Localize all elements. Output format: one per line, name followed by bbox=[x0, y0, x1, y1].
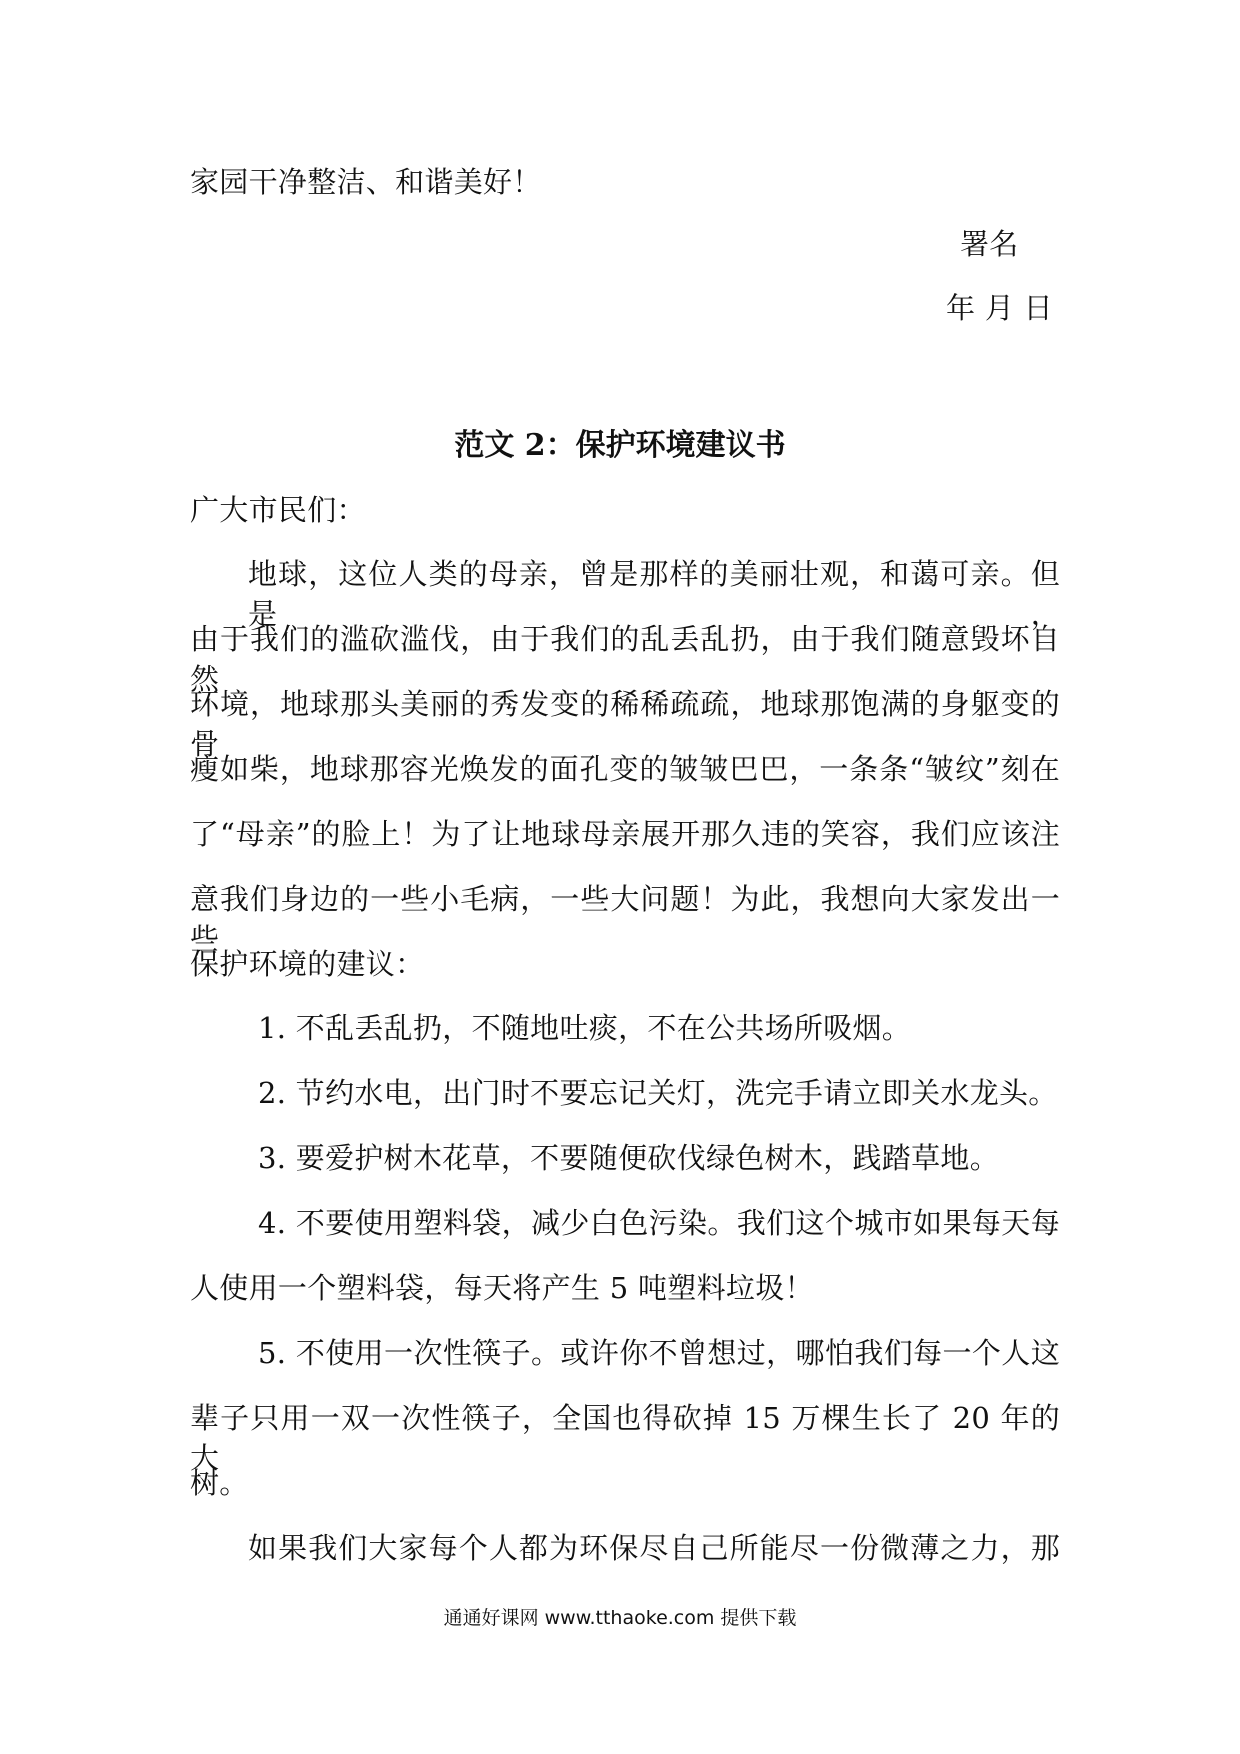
intro-line: 保护环境的建议： bbox=[190, 947, 425, 981]
suggestion-item-4: 4. 不要使用塑料袋，减少白色污染。我们这个城市如果每天每 bbox=[258, 1206, 1060, 1240]
footer-text: 通通好课网 www.tthaoke.com 提供下载 bbox=[443, 1607, 797, 1629]
document-title: 范文 2：保护环境建议书 bbox=[454, 428, 786, 463]
closing-line: 如果我们大家每个人都为环保尽自己所能尽一份微薄之力，那 bbox=[248, 1531, 1060, 1565]
suggestion-item-2: 2. 节约水电，出门时不要忘记关灯，洗完手请立即关水龙头。 bbox=[258, 1076, 1058, 1110]
suggestion-item-5-continued: 辈子只用一双一次性筷子，全国也得砍掉 15 万棵生长了 20 年的大 bbox=[190, 1401, 1060, 1475]
intro-line: 由于我们的滥砍滥伐，由于我们的乱丢乱扔，由于我们随意毁坏自然 bbox=[190, 622, 1060, 696]
date-line: 年 月 日 bbox=[946, 291, 1053, 325]
intro-line: 了“母亲”的脸上！为了让地球母亲展开那久违的笑容，我们应该注 bbox=[190, 817, 1060, 851]
suggestion-item-5-continued: 树。 bbox=[190, 1466, 249, 1500]
intro-line: 瘦如柴，地球那容光焕发的面孔变的皱皱巴巴，一条条“皱纹”刻在 bbox=[190, 752, 1060, 786]
intro-line: 意我们身边的一些小毛病，一些大问题！为此，我想向大家发出一些 bbox=[190, 882, 1060, 956]
suggestion-item-5: 5. 不使用一次性筷子。或许你不曾想过，哪怕我们每一个人这 bbox=[258, 1336, 1060, 1370]
suggestion-item-4-continued: 人使用一个塑料袋，每天将产生 5 吨塑料垃圾！ bbox=[190, 1271, 814, 1305]
intro-line: 地球，这位人类的母亲，曾是那样的美丽壮观，和蔼可亲。但是， bbox=[248, 557, 1060, 631]
intro-line: 环境，地球那头美丽的秀发变的稀稀疏疏，地球那饱满的身躯变的骨 bbox=[190, 687, 1060, 761]
suggestion-item-3: 3. 要爱护树木花草，不要随便砍伐绿色树木，践踏草地。 bbox=[258, 1141, 999, 1175]
signature: 署名 bbox=[960, 227, 1019, 261]
continuation-line: 家园干净整洁、和谐美好！ bbox=[190, 165, 542, 199]
suggestion-item-1: 1. 不乱丢乱扔，不随地吐痰，不在公共场所吸烟。 bbox=[258, 1011, 912, 1045]
salutation: 广大市民们： bbox=[190, 493, 366, 527]
